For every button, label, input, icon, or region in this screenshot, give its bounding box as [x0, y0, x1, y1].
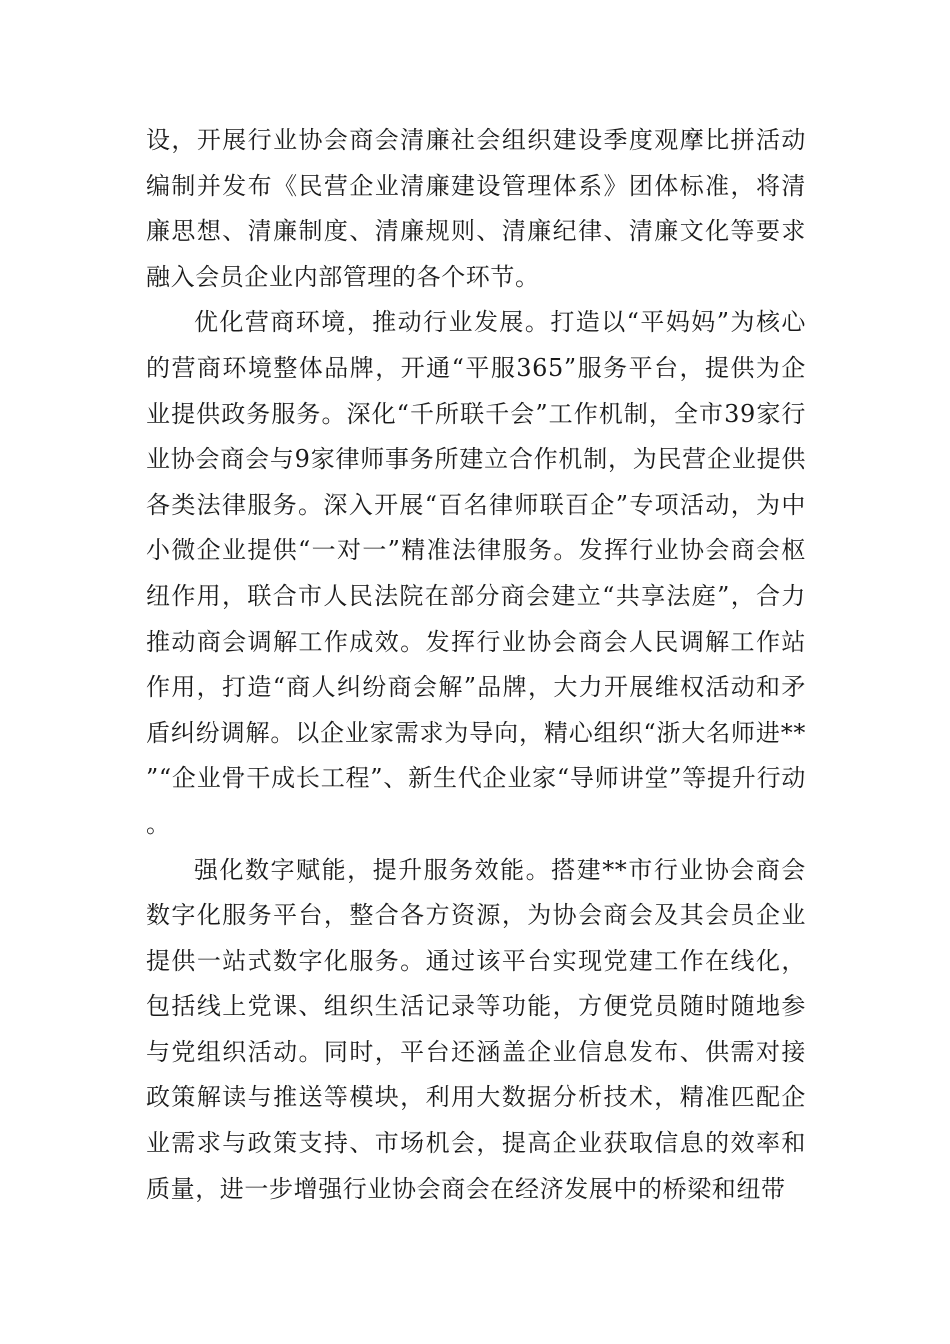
paragraph-digital-empowerment: 强化数字赋能，提升服务效能。搭建**市行业协会商会数字化服务平台，整合各方资源，为协会商会及其会员企业提供一站式数字化服务。通过该平台实现党建工作在线化，包括线上党课、组织生活记录等功能，方便党员随时随地参与党组织活动。同时，平台还涵盖企业信息发布、供需对接政策解读与推送等模块，利用大数据分析技术，精准匹配企业需求与政策支持、市场机会，提高企业获取信息的效率和质量，进一步增强行业协会商会在经济发展中的桥梁和纽带	[146, 855, 806, 1203]
body-text	[146, 118, 806, 1212]
paragraph-continuation: 设，开展行业协会商会清廉社会组织建设季度观摩比拼活动编制并发布《民营企业清廉建设管理体系》团体标准，将清廉思想、清廉制度、清廉规则、清廉纪律、清廉文化等要求融入会员企业内部管理的各个环节。	[146, 126, 806, 291]
paragraph-business-environment: 优化营商环境，推动行业发展。打造以“平妈妈”为核心的营商环境整体品牌，开通“平服365”服务平台，提供为企业提供政务服务。深化“千所联千会”工作机制，全市39家行业协会商会与9家律师事务所建立合作机制，为民营企业提供各类法律服务。深入开展“百名律师联百企”专项活动，为中小微企业提供“一对一”精准法律服务。发挥行业协会商会枢纽作用，联合市人民法院在部分商会建立“共享法庭”，合力推动商会调解工作成效。发挥行业协会商会人民调解工作站作用，打造“商人纠纷商会解”品牌，大力开展维权活动和矛盾纠纷调解。以企业家需求为导向，精心组织“浙大名师进**”“企业骨干成长工程”、新生代企业家“导师讲堂”等提升行动。	[146, 308, 806, 838]
